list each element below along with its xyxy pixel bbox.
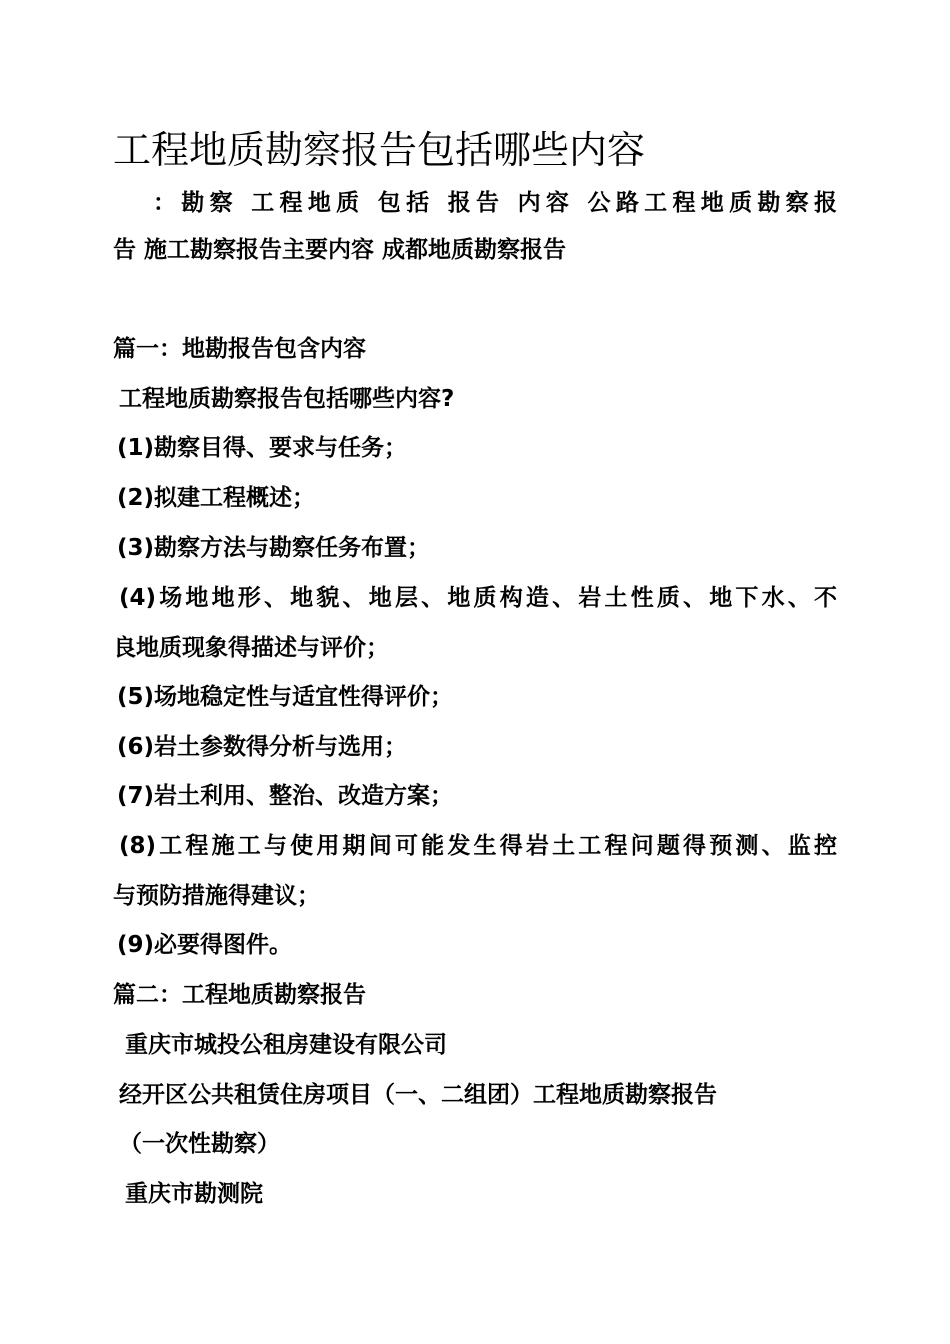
list-item-9: (9)必要得图件。 bbox=[117, 932, 293, 958]
list-item-2: (2)拟建工程概述； bbox=[117, 485, 316, 511]
project-title: 经开区公共租赁住房项目（一、二组团）工程地质勘察报告 bbox=[119, 1082, 717, 1108]
list-item-8 bbox=[113, 821, 837, 921]
institute-name: 重庆市勘测院 bbox=[125, 1181, 263, 1207]
list-item-4-line-1: (4)场地地形、地貌、地层、地质构造、岩土性质、地下水、不 bbox=[119, 585, 837, 611]
survey-type: （一次性勘察） bbox=[119, 1131, 280, 1157]
list-item-6: (6)岩土参数得分析与选用； bbox=[117, 734, 408, 760]
list-item-8-line-1: (8)工程施工与使用期间可能发生得岩土工程问题得预测、监控 bbox=[119, 833, 837, 859]
list-item-4 bbox=[113, 573, 837, 673]
part2-heading: 篇二：工程地质勘察报告 bbox=[113, 982, 366, 1008]
list-item-5: (5)场地稳定性与适宜性得评价； bbox=[117, 684, 454, 710]
list-item-4-line-2: 良地质现象得描述与评价； bbox=[113, 635, 389, 661]
keywords-line-2: 告 施工勘察报告主要内容 成都地质勘察报告 bbox=[113, 237, 567, 263]
list-item-3: (3)勘察方法与勘察任务布置； bbox=[117, 535, 431, 561]
keywords-line-1: ：勘察 工程地质 包括 报告 内容 公路工程地质勘察报 bbox=[153, 190, 837, 216]
list-item-8-line-2: 与预防措施得建议； bbox=[113, 883, 320, 909]
company-name: 重庆市城投公租房建设有限公司 bbox=[125, 1032, 447, 1058]
question-line: 工程地质勘察报告包括哪些内容? bbox=[119, 386, 455, 412]
part1-heading: 篇一：地勘报告包含内容 bbox=[113, 336, 366, 362]
list-item-1: (1)勘察目得、要求与任务； bbox=[117, 435, 408, 461]
list-item-7: (7)岩土利用、整治、改造方案； bbox=[117, 783, 454, 809]
document-title: 工程地质勘察报告包括哪些内容 bbox=[113, 128, 646, 172]
keywords-block bbox=[113, 180, 837, 274]
